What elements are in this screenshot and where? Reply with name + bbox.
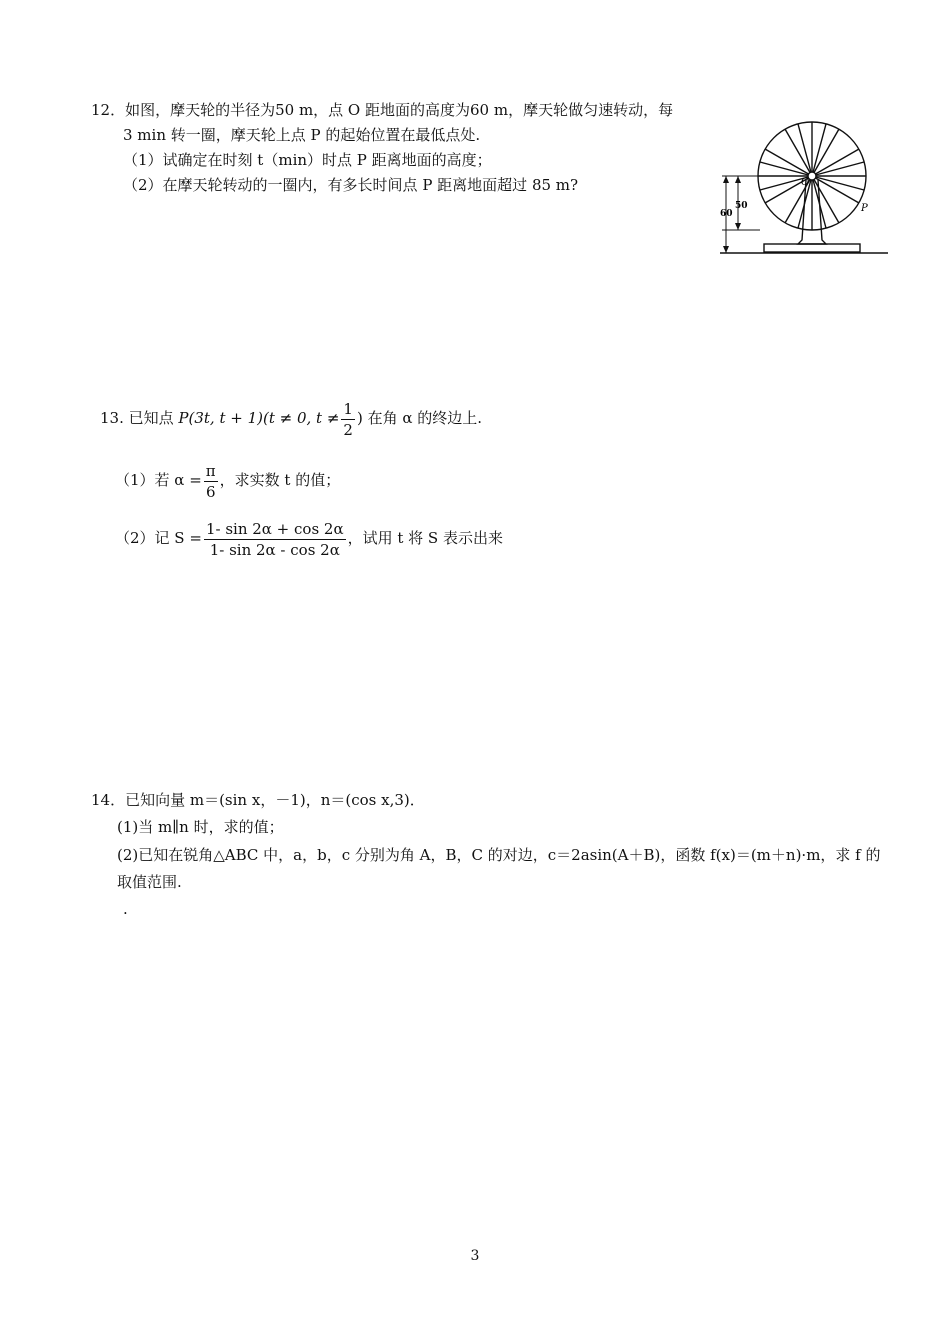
- q13-sub1-frac: [204, 461, 218, 502]
- q13-suffix: ) 在角 α 的终边上.: [356, 409, 483, 427]
- q13-frac: [341, 399, 355, 440]
- q12-sub2: （2）在摩天轮转动的一圈内，有多长时间点 P 距离地面超过 85 m?: [123, 176, 579, 194]
- q13-sub2-suffix: ，试用 t 将 S 表示出来: [347, 529, 503, 547]
- q13-frac-num: 1: [343, 399, 353, 418]
- page-number: 3: [470, 1248, 480, 1264]
- q12-line2: 3 min 转一圈，摩天轮上点 P 的起始位置在最低点处.: [123, 126, 481, 144]
- q14-line1: 14．已知向量 m＝(sin x，－1)，n＝(cos x,3)．: [91, 791, 425, 809]
- q13-sub1-den: 6: [205, 482, 216, 501]
- q13-sub1-suffix: ，求实数 t 的值；: [219, 471, 341, 489]
- label-60: 60: [720, 209, 733, 219]
- q12-line1: 12．如图，摩天轮的半径为50 m，点 O 距地面的高度为60 m，摩天轮做匀速转动，每: [91, 101, 674, 119]
- q14-sub1: (1)当 m∥n 时，求的值；: [117, 818, 284, 836]
- q13-sub2: [115, 516, 503, 560]
- ferris-wheel-figure: [716, 112, 894, 258]
- q13-frac-den: 2: [343, 420, 353, 439]
- q14-sub2: (2)已知在锐角△ABC 中，a，b，c 分别为角 A，B，C 的对边，c＝2asin(A＋B)，函数 f(x)＝(m＋n)·m，求 f 的: [117, 846, 881, 864]
- q14-sub2b: 取值范围.: [117, 873, 182, 891]
- label-o: O: [801, 177, 810, 188]
- q13-sub1: [115, 458, 340, 502]
- q13-sub2-prefix: （2）记 S =: [115, 529, 202, 547]
- q13-sub1-num: π: [205, 461, 216, 480]
- q13-statement: [100, 396, 482, 440]
- q13-sub2-num: 1- sin 2α + cos 2α: [205, 519, 344, 538]
- q12-sub1: （1）试确定在时刻 t（min）时点 P 距离地面的高度；: [123, 151, 492, 169]
- label-50: 50: [735, 201, 748, 211]
- q13-prefix: 13. 已知点: [100, 409, 174, 427]
- q14-dot: .: [123, 900, 128, 918]
- label-p: P: [861, 203, 868, 214]
- q13-sub2-frac: [204, 519, 346, 560]
- q13-sub1-prefix: （1）若 α =: [115, 471, 202, 489]
- q13-point: P(3t, t + 1)(t ≠ 0, t ≠: [178, 409, 340, 427]
- q13-sub2-den: 1- sin 2α - cos 2α: [209, 540, 340, 559]
